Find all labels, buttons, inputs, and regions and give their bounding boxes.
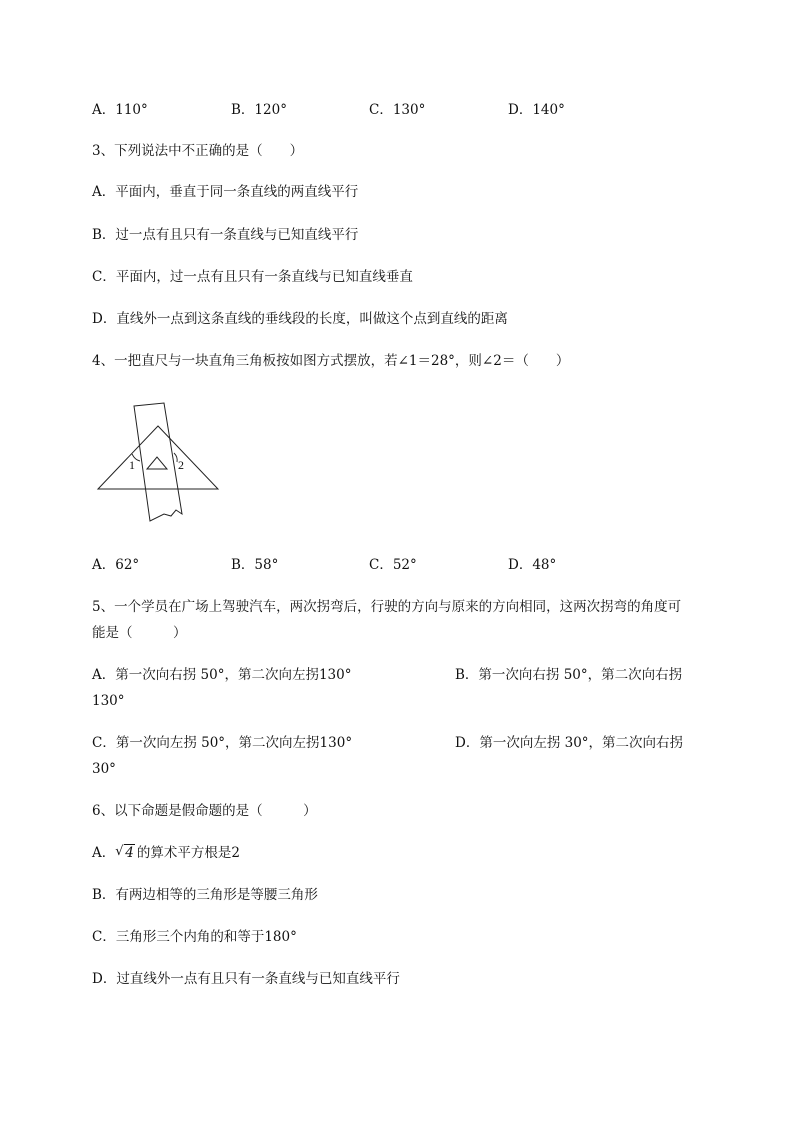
angle-1-label: 1 <box>129 458 135 472</box>
q2-option-d: D．140° <box>508 102 565 118</box>
q3-option-a: A．平面内，垂直于同一条直线的两直线平行 <box>92 184 359 200</box>
q5-option-a: A．第一次向右拐 50°，第二次向左拐130° <box>92 667 352 683</box>
ruler-shape <box>134 403 182 521</box>
q6-option-a-suffix: 的算术平方根是2 <box>136 845 240 861</box>
q5-stem-line1: 5、一个学员在广场上驾驶汽车，两次拐弯后，行驶的方向与原来的方向相同，这两次拐弯的角度可 <box>92 599 682 615</box>
q6-option-a <box>92 844 240 862</box>
q3-stem: 3、下列说法中不正确的是（ ） <box>92 143 304 159</box>
q4-option-d: D．48° <box>508 557 557 573</box>
inner-triangle-shape <box>147 457 167 469</box>
square-root-symbol <box>115 844 135 862</box>
q3-option-c: C．平面内，过一点有且只有一条直线与已知直线垂直 <box>92 269 413 285</box>
q5-option-d-cont: 30° <box>92 761 116 777</box>
radical-sign-icon: √ <box>115 844 124 859</box>
q5-option-b: B．第一次向右拐 50°，第二次向右拐 <box>455 667 683 683</box>
q4-stem: 4、一把直尺与一块直角三角板按如图方式摆放，若∠1＝28°，则∠2＝（ ） <box>92 353 570 369</box>
q4-option-c: C．52° <box>369 557 417 573</box>
q3-option-d: D．直线外一点到这条直线的垂线段的长度，叫做这个点到直线的距离 <box>92 311 508 327</box>
q6-option-c: C．三角形三个内角的和等于180° <box>92 929 297 945</box>
q6-option-a-radicand: 4 <box>125 845 134 861</box>
q5-option-c: C．第一次向左拐 50°，第二次向左拐130° <box>92 735 353 751</box>
q5-option-d: D．第一次向左拐 30°，第二次向右拐 <box>455 735 684 751</box>
ruler-triangle-figure <box>92 400 222 525</box>
angle-2-arc <box>174 453 177 462</box>
q5-stem-line2: 能是（ ） <box>92 625 187 641</box>
q6-stem: 6、以下命题是假命题的是（ ） <box>92 803 317 819</box>
q6-option-b: B．有两边相等的三角形是等腰三角形 <box>92 887 318 903</box>
q6-option-d: D．过直线外一点有且只有一条直线与已知直线平行 <box>92 971 400 987</box>
q2-option-b: B．120° <box>231 102 287 118</box>
q4-option-b: B．58° <box>231 557 279 573</box>
angle-2-label: 2 <box>178 458 184 472</box>
q2-option-a: A．110° <box>92 102 148 118</box>
q4-option-a: A．62° <box>92 557 140 573</box>
q2-option-c: C．130° <box>369 102 426 118</box>
q6-option-a-prefix: A． <box>92 845 116 861</box>
q5-option-b-cont: 130° <box>92 693 125 709</box>
q3-option-b: B．过一点有且只有一条直线与已知直线平行 <box>92 227 359 243</box>
